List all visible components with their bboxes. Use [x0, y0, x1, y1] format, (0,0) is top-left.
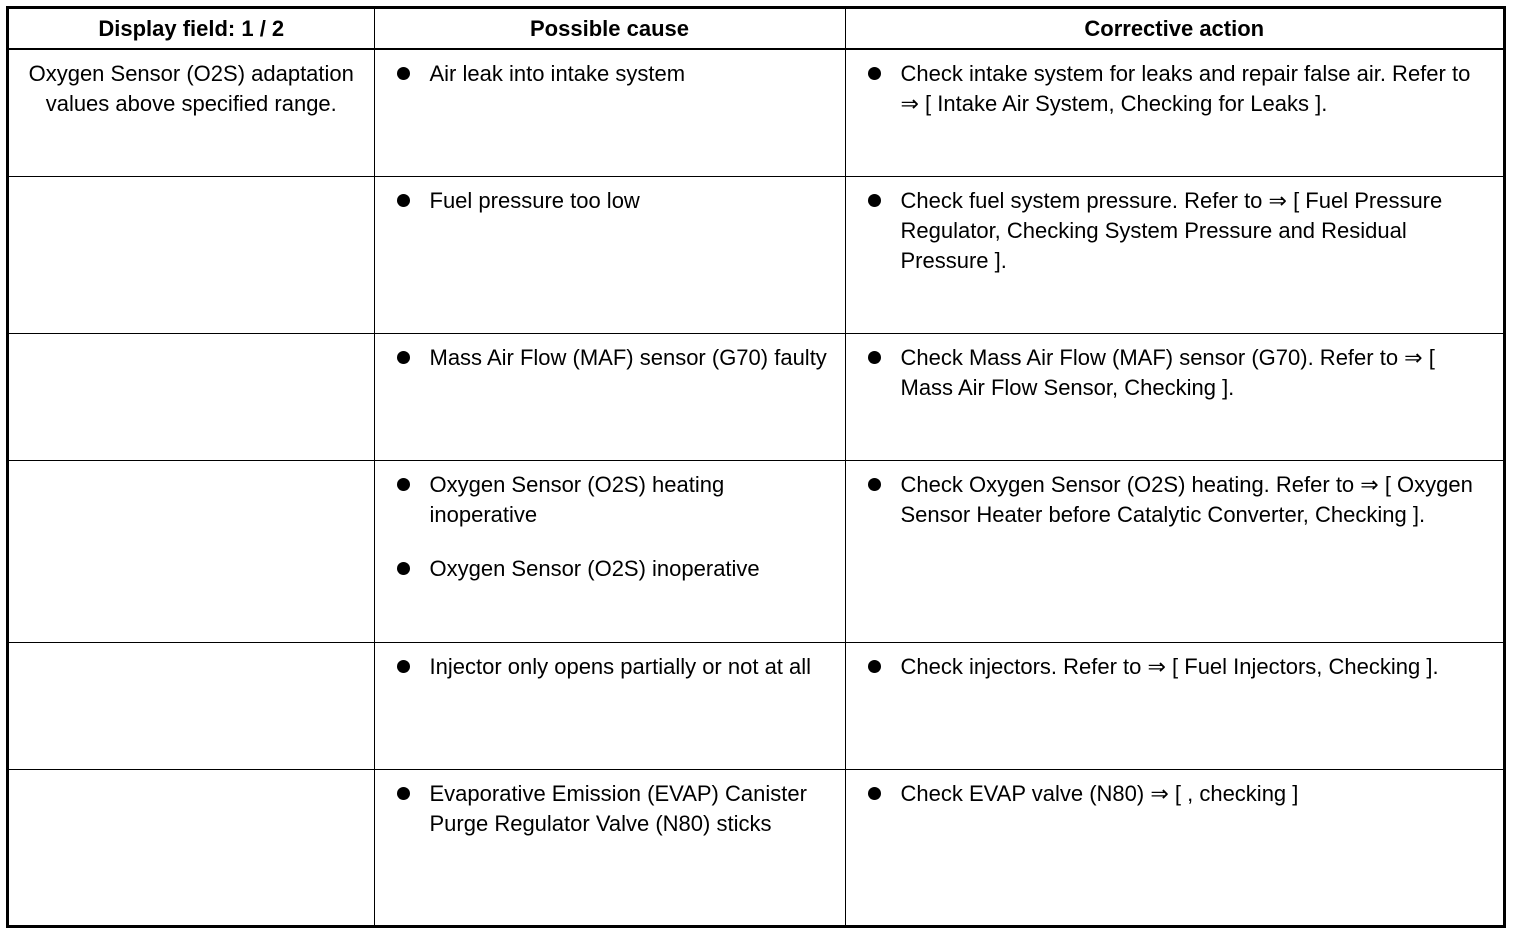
- possible-cause-cell: [374, 49, 845, 176]
- action-item: [846, 186, 1492, 276]
- corrective-action-cell: [845, 642, 1503, 769]
- diagnostic-table: [9, 9, 1503, 926]
- action-item: [846, 652, 1492, 682]
- cause-item: [375, 554, 833, 584]
- display-field-cell: [9, 769, 374, 926]
- bullet-icon: [868, 351, 881, 364]
- cause-item: [375, 186, 833, 216]
- diagnostic-table-container: [6, 6, 1506, 928]
- bullet-icon: [397, 478, 410, 491]
- cause-item: [375, 343, 833, 373]
- bullet-icon: [397, 351, 410, 364]
- display-field-cell: [9, 333, 374, 460]
- action-text: Check intake system for leaks and repair false air. Refer to ⇒ [ Intake Air System, Checking for Leaks ].: [900, 61, 1471, 116]
- action-item: [846, 343, 1492, 403]
- bullet-icon: [397, 562, 410, 575]
- bullet-icon: [868, 67, 881, 80]
- possible-cause-cell: [374, 460, 845, 642]
- display-field-cell: Oxygen Sensor (O2S) adaptation values above specified range.: [9, 49, 374, 176]
- action-item: [846, 470, 1492, 530]
- bullet-icon: [397, 67, 410, 80]
- table-row: [9, 49, 1503, 176]
- action-text: Check fuel system pressure. Refer to ⇒ [ Fuel Pressure Regulator, Checking System Pressure and Residual Pressure ].: [900, 187, 1443, 273]
- bullet-icon: [868, 194, 881, 207]
- display-field-cell: [9, 642, 374, 769]
- cause-item: [375, 59, 833, 89]
- action-text: Check EVAP valve (N80) ⇒ [ , checking ]: [900, 780, 1299, 806]
- bullet-icon: [397, 660, 410, 673]
- action-item: [846, 779, 1492, 809]
- possible-cause-cell: [374, 176, 845, 333]
- display-field-cell: [9, 460, 374, 642]
- possible-cause-cell: [374, 769, 845, 926]
- cause-text: Air leak into intake system: [429, 61, 686, 86]
- cause-text: Oxygen Sensor (O2S) heating inoperative: [429, 471, 725, 527]
- table-row: [9, 333, 1503, 460]
- cause-text: Evaporative Emission (EVAP) Canister Purge Regulator Valve (N80) sticks: [429, 780, 807, 836]
- corrective-action-cell: [845, 460, 1503, 642]
- table-header-row: [9, 9, 1503, 49]
- cause-text: Oxygen Sensor (O2S) inoperative: [429, 555, 760, 581]
- table-row: [9, 176, 1503, 333]
- cause-text: Mass Air Flow (MAF) sensor (G70) faulty: [429, 344, 827, 370]
- cause-item: [375, 779, 833, 839]
- header-display-field: Display field: 1 / 2: [9, 9, 374, 49]
- cause-item: [375, 652, 833, 682]
- action-text: Check Oxygen Sensor (O2S) heating. Refer to ⇒ [ Oxygen Sensor Heater before Catalytic Converter, Checking ].: [900, 471, 1473, 527]
- action-text: Check Mass Air Flow (MAF) sensor (G70). Refer to ⇒ [ Mass Air Flow Sensor, Checking ].: [900, 344, 1435, 400]
- bullet-icon: [868, 787, 881, 800]
- table-row: [9, 769, 1503, 926]
- possible-cause-cell: [374, 642, 845, 769]
- bullet-icon: [397, 787, 410, 800]
- cause-text: Injector only opens partially or not at all: [429, 653, 812, 679]
- corrective-action-cell: [845, 176, 1503, 333]
- cause-text: Fuel pressure too low: [429, 187, 640, 213]
- header-corrective-action: Corrective action: [845, 9, 1503, 49]
- table-row: [9, 642, 1503, 769]
- possible-cause-cell: [374, 333, 845, 460]
- cause-item: [375, 470, 833, 530]
- table-row: [9, 460, 1503, 642]
- bullet-icon: [868, 478, 881, 491]
- bullet-icon: [868, 660, 881, 673]
- action-item: [846, 59, 1492, 119]
- header-possible-cause: Possible cause: [374, 9, 845, 49]
- display-field-cell: [9, 176, 374, 333]
- corrective-action-cell: [845, 49, 1503, 176]
- bullet-icon: [397, 194, 410, 207]
- corrective-action-cell: [845, 333, 1503, 460]
- action-text: Check injectors. Refer to ⇒ [ Fuel Injectors, Checking ].: [900, 653, 1439, 679]
- corrective-action-cell: [845, 769, 1503, 926]
